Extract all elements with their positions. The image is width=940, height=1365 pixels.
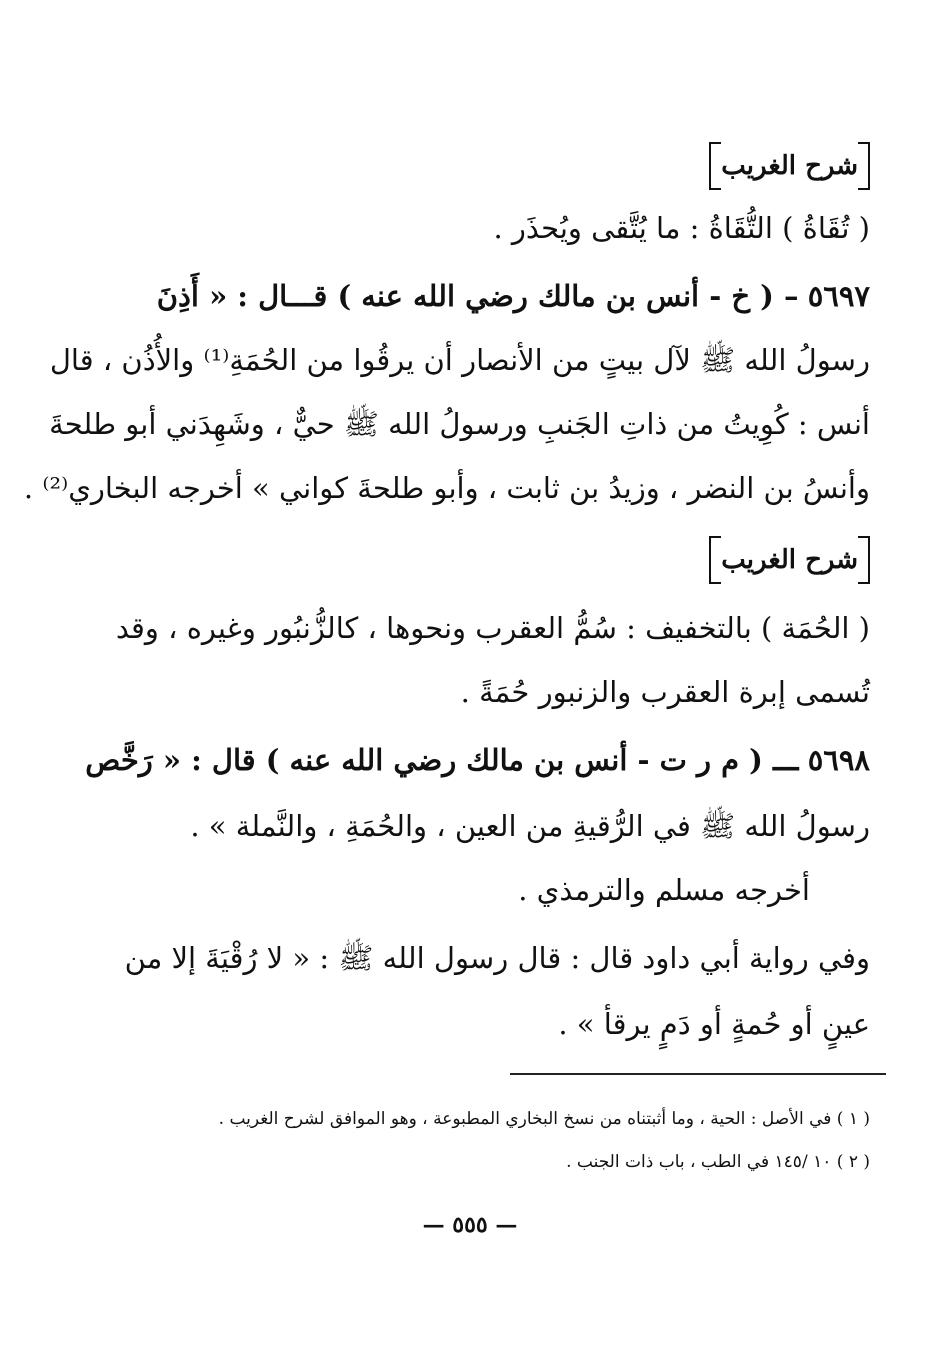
text-line: أنس : كُوِيتُ من ذاتِ الجَنبِ ورسولُ الله ﷺ حيٌّ ، وشَهِدَني أبو طلحةَ [49,407,870,441]
text-line: وفي رواية أبي داود قال : قال رسول الله ﷺ : « لا رُقْيَةَ إلا من [124,941,870,975]
text-line: رسولُ الله ﷺ في الرُّقيةِ من العين ، والحُمَةِ ، والنَّملة » . [190,809,870,843]
hadith-header: ـــ ( م ر ت - أنس بن مالك رضي الله عنه ) قال : « رَخَّص [85,743,799,777]
hadith-number: ٥٦٩٧ [807,279,870,313]
text-line: ( الحُمَة ) بالتخفيف : سُمُّ العقرب ونحوها ، كالزُّنبُور وغيره ، وقد [115,611,870,645]
text-line: أخرجه مسلم والترمذي . [518,873,810,907]
hadith-line-5697 [157,276,870,316]
footnote-2: ( ٢ ) ١٠ /١٤٥ في الطب ، باب ذات الجنب . [566,1152,870,1172]
text-line: عينٍ أو حُمةٍ أو دَمٍ يرقأ » . [558,1007,870,1041]
hadith-number: ٥٦٩٨ [807,743,870,777]
sharh-gharib-heading-2: شرح الغريب [709,540,870,580]
footnote-1: ( ١ ) في الأصل : الحية ، وما أثبتناه من نسخ البخاري المطبوعة ، وهو الموافق لشرح الغريب . [218,1109,870,1129]
footnote-divider [510,1073,886,1075]
sharh-gharib-heading-1: شرح الغريب [709,146,870,186]
text-line: رسولُ الله ﷺ لآل بيتٍ من الأنصار أن يرقُوا من الحُمَةِ⁽¹⁾ والأُذُن ، قال [49,343,870,377]
hadith-header: – ( خ - أنس بن مالك رضي الله عنه ) قـــال : « أَذِنَ [156,279,799,313]
hadith-line-5698 [85,740,870,780]
text-line: تُسمى إبرة العقرب والزنبور حُمَةً . [460,675,870,709]
text-line: وأنسُ بن النضر ، وزيدُ بن ثابت ، وأبو طلحةَ كواني » أخرجه البخاري⁽²⁾ . [23,471,870,505]
page-number: — ٥٥٥ — [422,1212,518,1238]
text-line: ( تُقَاةُ ) التُّقَاةُ : ما يُتَّقى ويُحذَر . [493,211,870,245]
